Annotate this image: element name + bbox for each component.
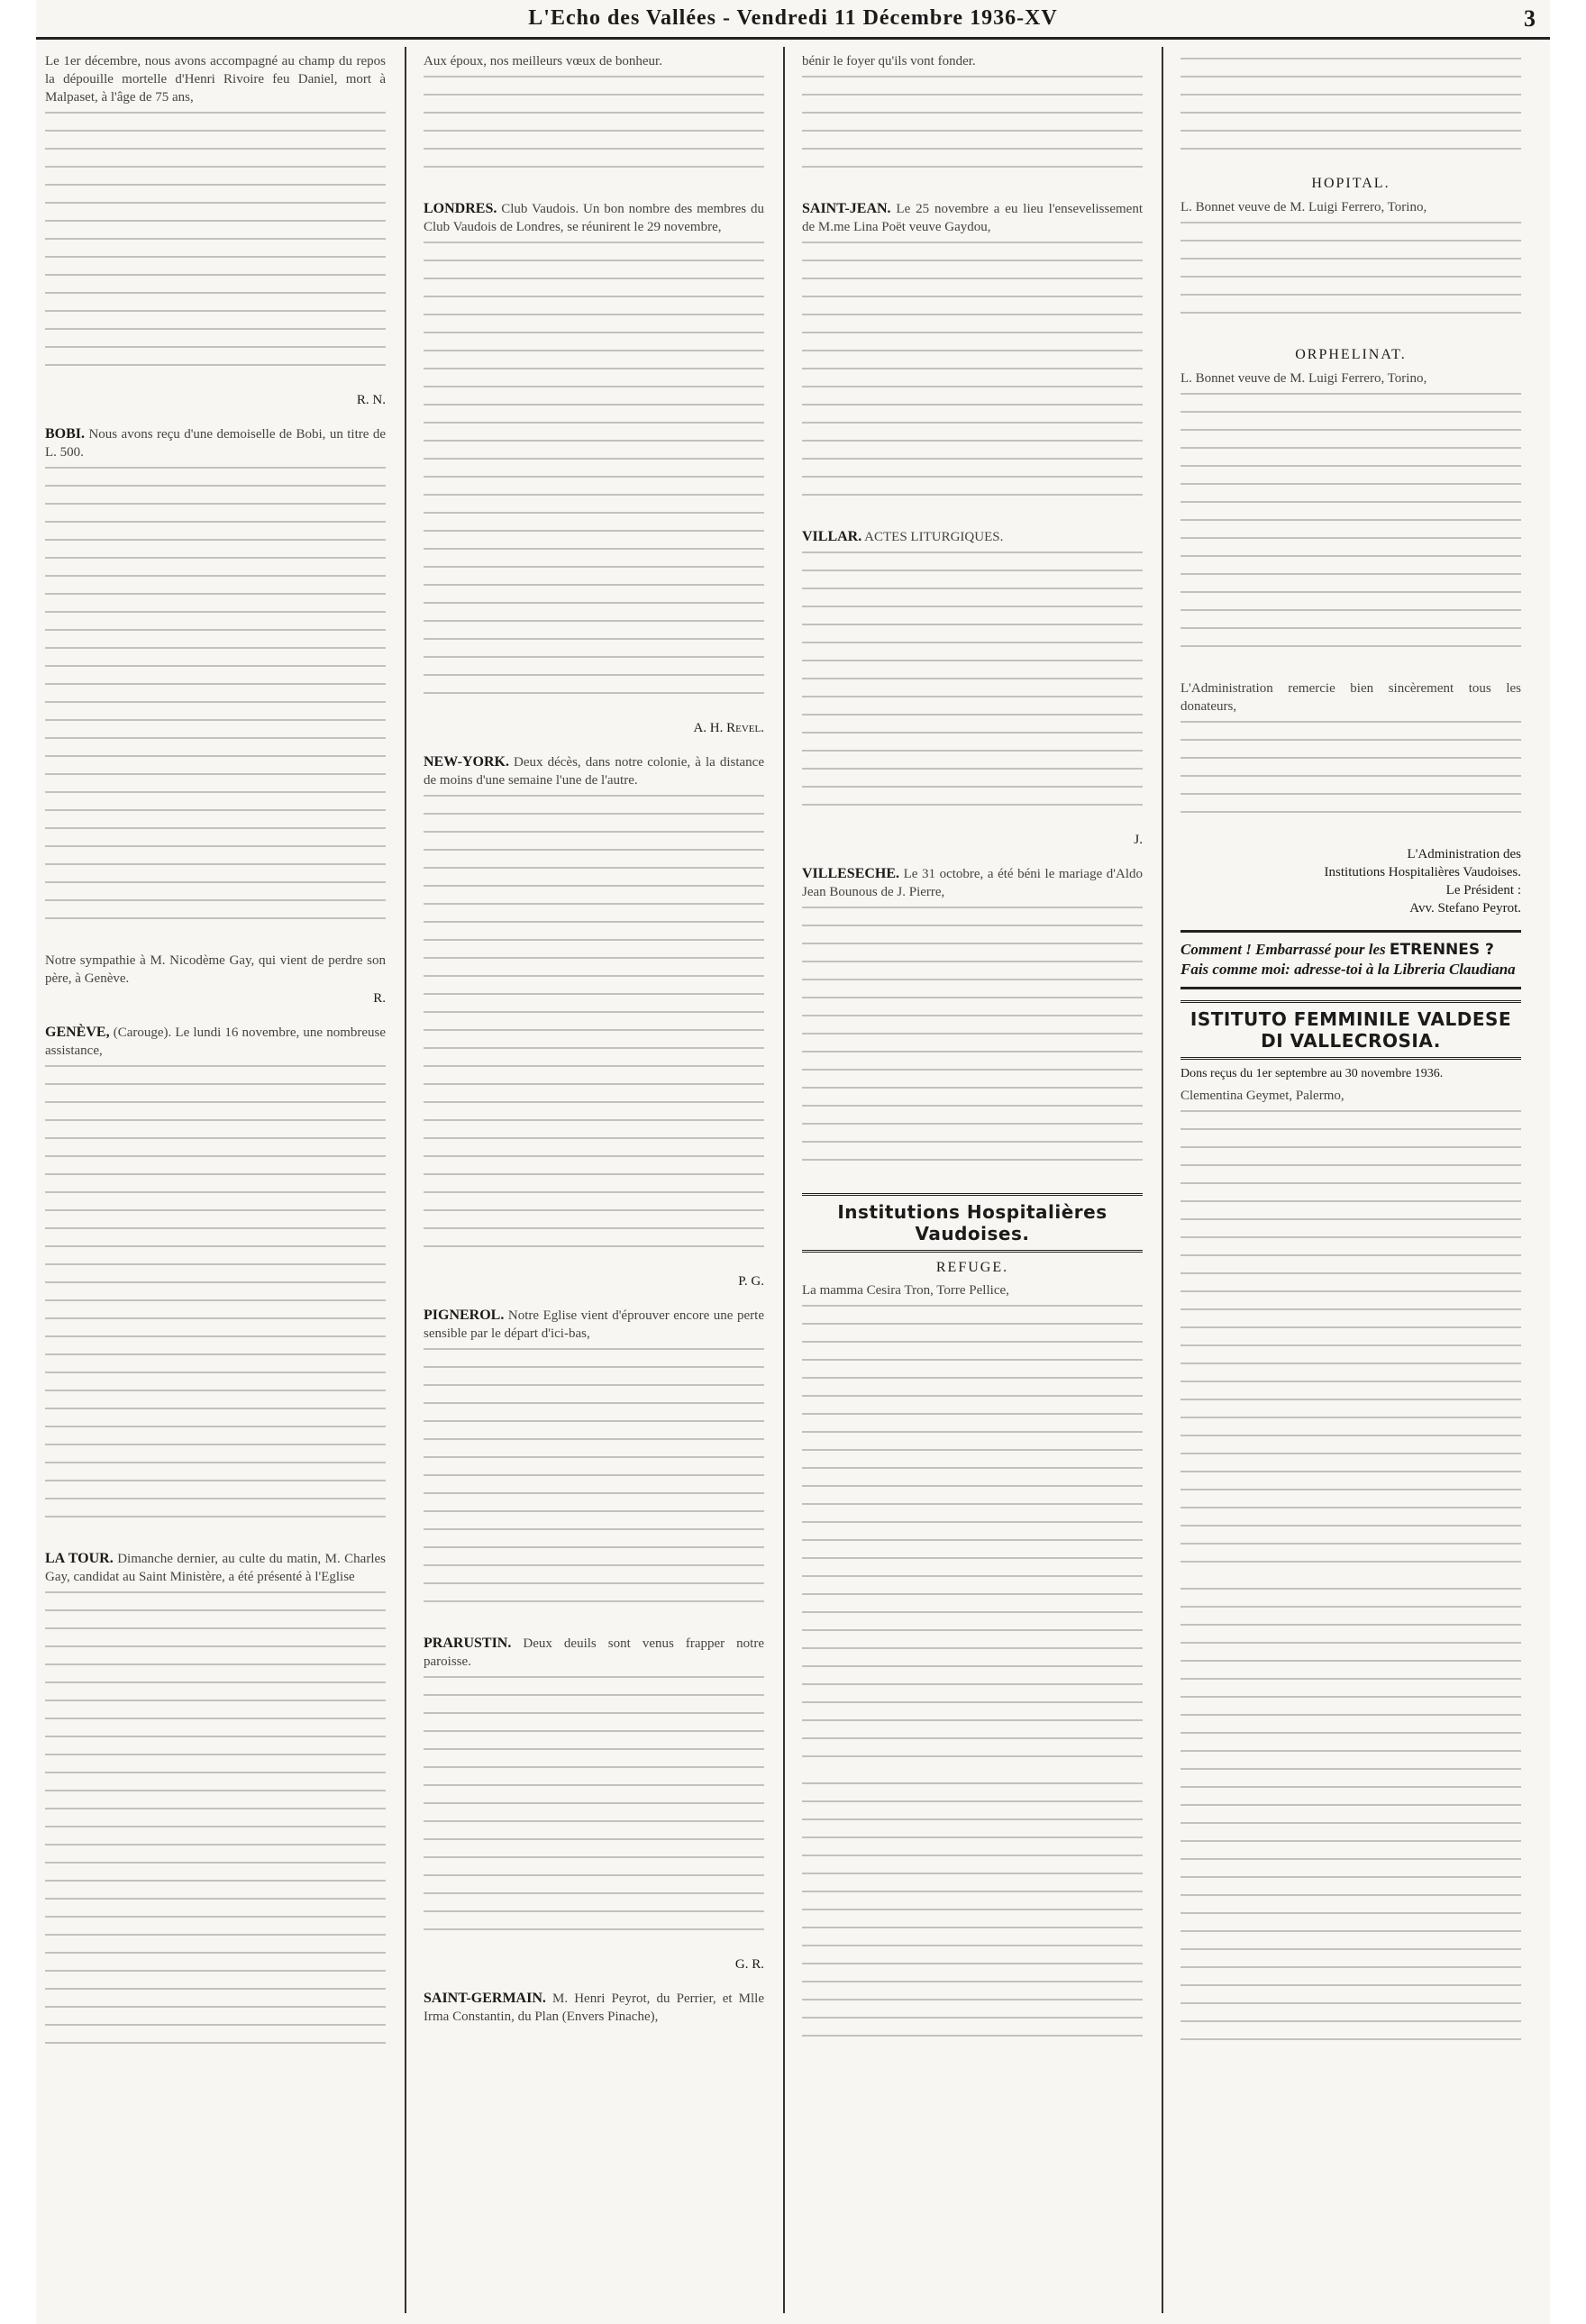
section-banner: ISTITUTO FEMMINILE VALDESE DI VALLECROSIA.: [1180, 1000, 1521, 1060]
article-body-lines: [1180, 721, 1521, 829]
article-heading: BOBI.: [45, 426, 86, 442]
article-opening: (Carouge). Le lundi 16 novembre, une nombreuse assistance,: [45, 1025, 387, 1058]
donor-list-opening: La mamma Cesira Tron, Torre Pellice,: [802, 1283, 1009, 1298]
article-heading: VILLESECHE.: [802, 866, 900, 881]
donor-list-lines: [1180, 58, 1521, 166]
article-body-lines: [45, 467, 386, 935]
section-banner: Institutions Hospitalières Vaudoises.: [802, 1193, 1143, 1253]
article-body-lines: [424, 1676, 764, 1946]
article-opening: Nous avons reçu d'une demoiselle de Bobi, un titre de L. 500.: [45, 427, 387, 460]
article-body-lines: [802, 907, 1143, 1177]
article-opening: L. Bonnet veuve de M. Luigi Ferrero, Torino,: [1180, 371, 1427, 386]
column-1: [36, 47, 395, 2313]
donor-list-lines: [1180, 1110, 1521, 1579]
article-opening: Deux décès, dans notre colonie, à la distance de moins d'une semaine l'une de l'autre.: [424, 755, 764, 788]
article-signoff: J.: [1134, 833, 1143, 847]
article-body-lines: [45, 1065, 386, 1534]
masthead: [36, 0, 1550, 40]
column-2-article-5: [424, 1635, 764, 1973]
article-heading: SAINT-GERMAIN.: [424, 1991, 546, 2006]
section-subheading: ORPHELINAT.: [1295, 347, 1407, 362]
article-opening: ACTES LITURGIQUES.: [864, 530, 1004, 544]
column-2-article-2: [424, 200, 764, 737]
column-3-article-1: [802, 52, 1143, 184]
article-opening: Notre sympathie à M. Nicodème Gay, qui vient de perdre son père, à Genève.: [45, 953, 386, 986]
article-heading: VILLAR.: [802, 529, 862, 544]
column-3-article-3: [802, 528, 1143, 849]
article-body-lines: [45, 112, 386, 382]
column-1-article-1: [45, 52, 386, 409]
column-rule: [1162, 47, 1163, 2313]
article-opening: Deux deuils sont venus frapper notre paroisse.: [424, 1636, 765, 1669]
page-number: 3: [1524, 5, 1536, 32]
column-1-article-4: [45, 1024, 386, 1534]
column-rule: [783, 47, 785, 2313]
donor-list: [802, 1281, 1143, 2053]
article-heading: NEW-YORK.: [424, 754, 509, 770]
article-opening: Dimanche dernier, au culte du matin, M. Charles Gay, candidat au Saint Ministère, a été présenté à l'Eglise: [45, 1552, 386, 1584]
column-rule: [405, 47, 406, 2313]
column-1-article-3: [45, 952, 386, 1007]
column-1-article-5: [45, 1550, 386, 2060]
column-2-article-3: [424, 753, 764, 1290]
columns: [36, 47, 1550, 2313]
article-opening: M. Henri Peyrot, du Perrier, et Mlle Irma Constantin, du Plan (Envers Pinache),: [424, 1991, 764, 2024]
article-signoff: P. G.: [738, 1274, 764, 1289]
closing-note-opening: L'Administration remercie bien sincèrement tous les donateurs,: [1180, 681, 1521, 714]
article-signoff: A. H. Revel.: [693, 721, 764, 735]
article-signoff: R. N.: [356, 393, 386, 407]
masthead-title: L'Echo des Vallées - Vendredi 11 Décembre 1936-XV: [528, 6, 1058, 30]
newspaper-page: [36, 0, 1550, 2324]
column-4: [1171, 47, 1530, 2313]
signature-line: L'Administration des: [1407, 847, 1521, 861]
article-body-lines: [802, 76, 1143, 184]
article-body-lines: [424, 1348, 764, 1618]
article-heading: SAINT-JEAN.: [802, 201, 891, 216]
article-heading: GENÈVE,: [45, 1025, 110, 1040]
advert-lead: Comment ! Embarrassé pour les: [1180, 941, 1386, 958]
column-2-article-6: [424, 1990, 764, 2026]
signature-line: Le Président :: [1445, 883, 1521, 898]
column-3-article-4: [802, 865, 1143, 1177]
column-2-article-4: [424, 1307, 764, 1618]
section-subheading: REFUGE.: [935, 1260, 1009, 1275]
advert-notice: [1180, 930, 1521, 989]
article-opening: bénir le foyer qu'ils vont fonder.: [802, 54, 976, 68]
article-heading: LA TOUR.: [45, 1551, 114, 1566]
donor-list-lines: [802, 1782, 1143, 2053]
donor-list-lines: [802, 1305, 1143, 1773]
signature-line: Institutions Hospitalières Vaudoises.: [1324, 865, 1521, 879]
article-body-lines: [1180, 393, 1521, 663]
donor-list-opening: Clementina Geymet, Palermo,: [1180, 1089, 1344, 1103]
column-3-article-2: [802, 200, 1143, 512]
article-opening: Le 31 octobre, a été béni le mariage d'Aldo Jean Bounous de J. Pierre,: [802, 867, 1143, 899]
column-4-article-1: [1180, 175, 1521, 330]
article-body-lines: [802, 551, 1143, 822]
article-opening: Le 1er décembre, nous avons accompagné au champ du repos la dépouille mortelle d'Henri Rivoire feu Daniel, mort à Malpaset, à l'âge de 75 ans,: [45, 54, 386, 105]
article-body-lines: [424, 795, 764, 1263]
article-opening: Aux époux, nos meilleurs vœux de bonheur.: [424, 54, 662, 68]
closing-note: [1180, 679, 1521, 829]
article-body-lines: [424, 76, 764, 184]
signature-block: [1180, 845, 1521, 917]
column-3: [793, 47, 1152, 2313]
column-2-article-1: [424, 52, 764, 184]
column-2: [415, 47, 773, 2313]
article-heading: LONDRES.: [424, 201, 497, 216]
article-heading: PIGNEROL.: [424, 1308, 505, 1323]
column-4-article-2: [1180, 346, 1521, 663]
advert-rest: Fais comme moi: adresse-toi à la Libreria Claudiana: [1180, 961, 1516, 978]
article-body-lines: [802, 242, 1143, 512]
donor-list: [1180, 1087, 1521, 2056]
article-heading: PRARUSTIN.: [424, 1636, 512, 1651]
article-body-lines: [1180, 222, 1521, 330]
section-dateline: Dons reçus du 1er septembre au 30 novembre 1936.: [1180, 1067, 1444, 1080]
advert-caps: ETRENNES ?: [1389, 941, 1494, 959]
article-opening: L. Bonnet veuve de M. Luigi Ferrero, Torino,: [1180, 200, 1427, 214]
article-opening: Notre Eglise vient d'éprouver encore une perte sensible par le départ d'ici-bas,: [424, 1308, 764, 1341]
signature-line: Avv. Stefano Peyrot.: [1409, 901, 1521, 916]
article-opening: Club Vaudois. Un bon nombre des membres du Club Vaudois de Londres, se réunirent le 29 novembre,: [424, 202, 765, 234]
article-opening: Le 25 novembre a eu lieu l'ensevelissement de M.me Lina Poët veuve Gaydou,: [802, 202, 1143, 234]
article-body-lines: [424, 242, 764, 710]
article-body-lines: [45, 1591, 386, 2060]
column-1-article-2: [45, 425, 386, 935]
donor-list-lines: [1180, 1588, 1521, 2056]
article-signoff: G. R.: [734, 1957, 764, 1972]
article-signoff: R.: [373, 991, 386, 1006]
section-subheading: HOPITAL.: [1311, 176, 1390, 191]
